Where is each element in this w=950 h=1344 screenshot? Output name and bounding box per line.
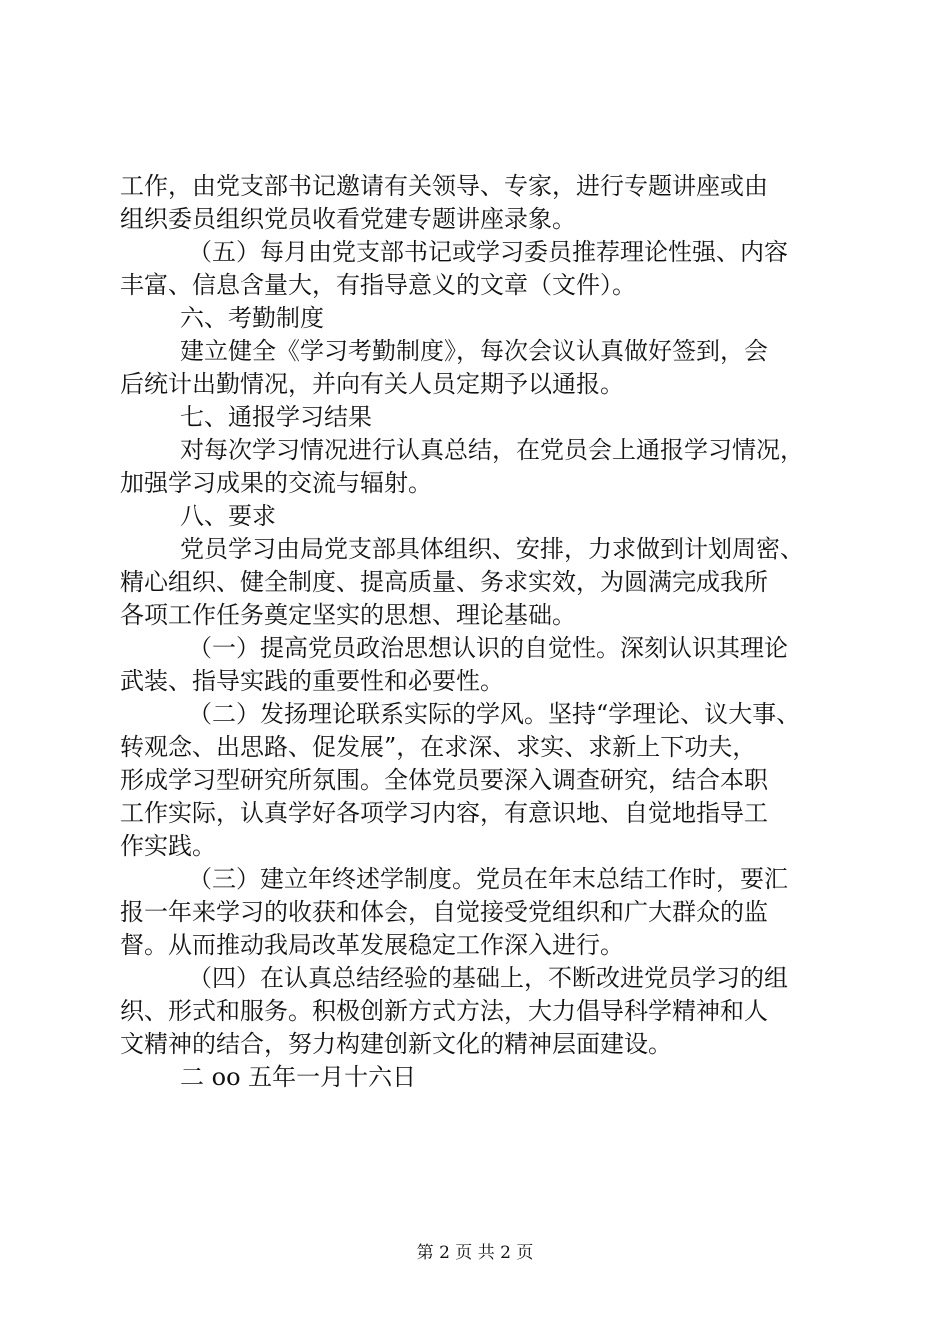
- text-line-19: 形成学习型研究所氛围。全体党员要深入调查研究，结合本职: [120, 766, 768, 794]
- text-line-10: 加强学习成果的交流与辐射。: [120, 469, 432, 497]
- document-body: [120, 170, 836, 1094]
- section-heading-7: 七、通报学习结果: [180, 403, 372, 431]
- text-line-1: 工作，由党支部书记邀请有关领导、专家，进行专题讲座或由: [120, 172, 768, 200]
- page-footer: 第 2 页 共 2 页: [416, 1243, 534, 1263]
- text-line-22: （三）建立年终述学制度。党员在年末总结工作时，要汇: [188, 865, 788, 893]
- text-line-12: 党员学习由局党支部具体组织、安排，力求做到计划周密、: [180, 535, 804, 563]
- text-line-20: 工作实际，认真学好各项学习内容，有意识地、自觉地指导工: [120, 799, 768, 827]
- section-heading-8: 八、要求: [180, 502, 276, 530]
- text-line-16: 武装、指导实践的重要性和必要性。: [120, 667, 504, 695]
- text-line-6: 建立健全《学习考勤制度》，每次会议认真做好签到，会: [180, 337, 768, 365]
- text-line-3: （五）每月由党支部书记或学习委员推荐理论性强、内容: [188, 238, 788, 266]
- text-line-18: 转观念、出思路、促发展”，在求深、求实、求新上下功夫，: [120, 733, 757, 761]
- text-line-21: 作实践。: [120, 832, 216, 860]
- text-line-7: 后统计出勤情况，并向有关人员定期予以通报。: [120, 370, 624, 398]
- text-line-25: （四）在认真总结经验的基础上，不断改进党员学习的组: [188, 964, 788, 992]
- text-line-9: 对每次学习情况进行认真总结，在党员会上通报学习情况，: [180, 436, 804, 464]
- text-line-15: （一）提高党员政治思想认识的自觉性。深刻认识其理论: [188, 634, 788, 662]
- text-line-23: 报一年来学习的收获和体会，自觉接受党组织和广大群众的监: [120, 898, 768, 926]
- text-line-17: （二）发扬理论联系实际的学风。坚持“学理论、议大事、: [188, 700, 801, 728]
- document-date: 二 oo 五年一月十六日: [180, 1063, 417, 1091]
- text-line-13: 精心组织、健全制度、提高质量、务求实效，为圆满完成我所: [120, 568, 768, 596]
- text-line-14: 各项工作任务奠定坚实的思想、理论基础。: [120, 601, 576, 629]
- text-line-2: 组织委员组织党员收看党建专题讲座录象。: [120, 205, 576, 233]
- text-line-27: 文精神的结合，努力构建创新文化的精神层面建设。: [120, 1030, 672, 1058]
- text-line-4: 丰富、信息含量大，有指导意义的文章（文件）。: [120, 271, 636, 299]
- text-line-26: 织、形式和服务。积极创新方式方法，大力倡导科学精神和人: [120, 997, 768, 1025]
- section-heading-6: 六、考勤制度: [180, 304, 324, 332]
- text-line-24: 督。从而推动我局改革发展稳定工作深入进行。: [120, 931, 624, 959]
